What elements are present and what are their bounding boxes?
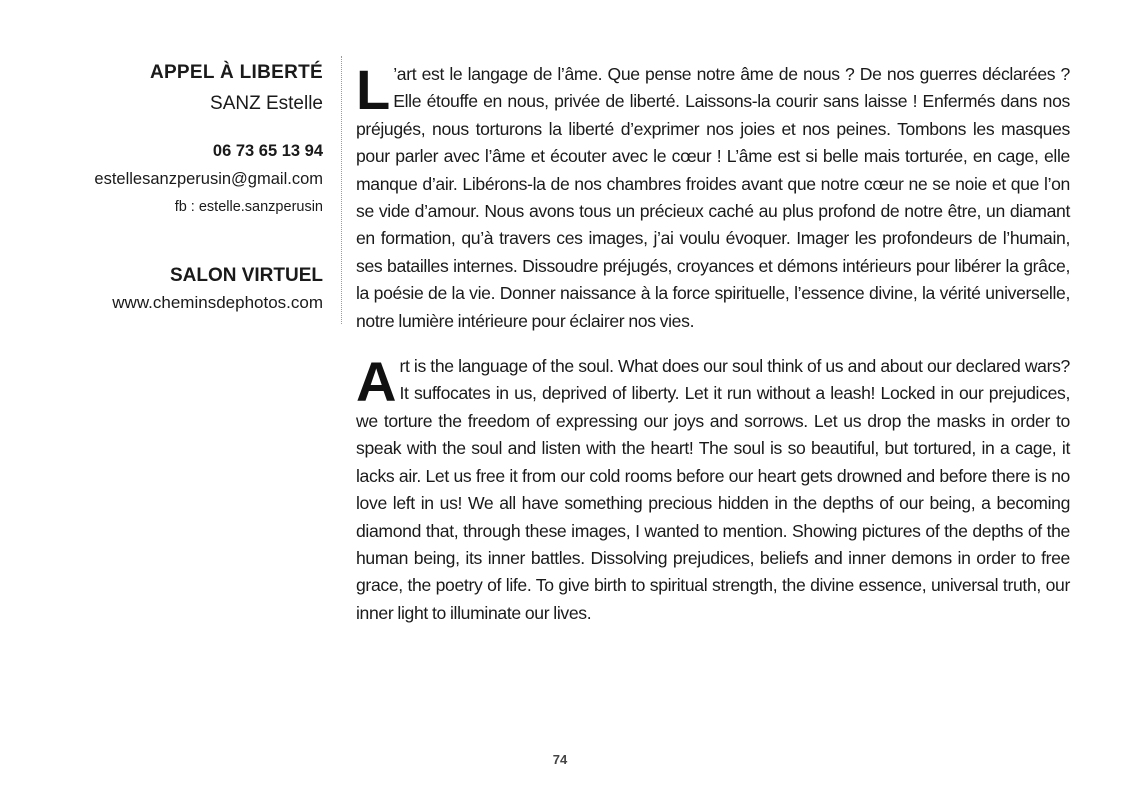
project-title: APPEL À LIBERTÉ <box>149 62 323 83</box>
page-number: 74 <box>552 752 568 767</box>
english-body-text: rt is the language of the soul. What does our soul think of us and about our declared wars? It suffocates in us, deprived of liberty. Let it run without a leash! Locked in our prejudices, we torture the freedom of expressing our joys and sorrows. Let us drop the masks in order to speak with the soul and listen with the heart! The soul is so beautiful, but tortured, in a cage, it lacks air. Let us free it from our cold rooms before our heart gets drowned and before there is no love left in us! We all have something precious hidden in the depths of our being, a becoming diamond that, through these images, I wanted to mention. Showing pictures of the depths of the human being, its inner battles. Dissolving prejudices, beliefs and inner demons in order to free grace, the poetry of life. To give birth to spiritual strength, the divine essence, universal truth, our inner light to illuminate our lives. <box>356 356 1070 623</box>
english-dropcap: A <box>356 350 397 414</box>
website-link[interactable]: www.cheminsdephotos.com <box>112 293 323 312</box>
phone-number: 06 73 65 13 94 <box>212 142 323 160</box>
french-paragraph <box>356 58 1070 335</box>
author-name: SANZ Estelle <box>210 93 323 114</box>
artist-info-sidebar <box>30 58 323 316</box>
french-dropcap: L <box>356 58 391 121</box>
email-address[interactable]: estellesanzperusin@gmail.com <box>94 170 323 188</box>
facebook-handle: fb : estelle.sanzperusin <box>174 199 323 215</box>
salon-heading: SALON VIRTUEL <box>169 265 323 286</box>
main-text-column <box>356 58 1070 627</box>
french-body-text: ’art est le langage de l’âme. Que pense notre âme de nous ? De nos guerres déclarées ? Elle étouffe en nous, privée de liberté. Laissons-la courir sans laisse ! Enfermés dans nos préjugés, nous torturons la liberté d’exprimer nos joies et nos peines. Tombons les masques pour parler avec l’âme et écouter avec le cœur ! L’âme est si belle mais torturée, en cage, elle manque d’air. Libérons-la de nos chambres froides avant que notre cœur ne se noie et que l’on se vide d’amour. Nous avons tous un précieux caché au plus profond de notre être, un diamant en formation, qu’à travers ces images, j’ai voulu évoquer. Imager les profondeurs de l’humain, ses batailles internes. Dissoudre préjugés, croyances et démons intérieurs pour libérer la grâce, la poésie de la vie. Donner naissance à la force spirituelle, l’essence divine, la vérité universelle, notre lumière intérieure pour éclairer nos vies. <box>356 64 1070 331</box>
column-divider <box>341 56 342 324</box>
english-paragraph <box>356 350 1070 627</box>
